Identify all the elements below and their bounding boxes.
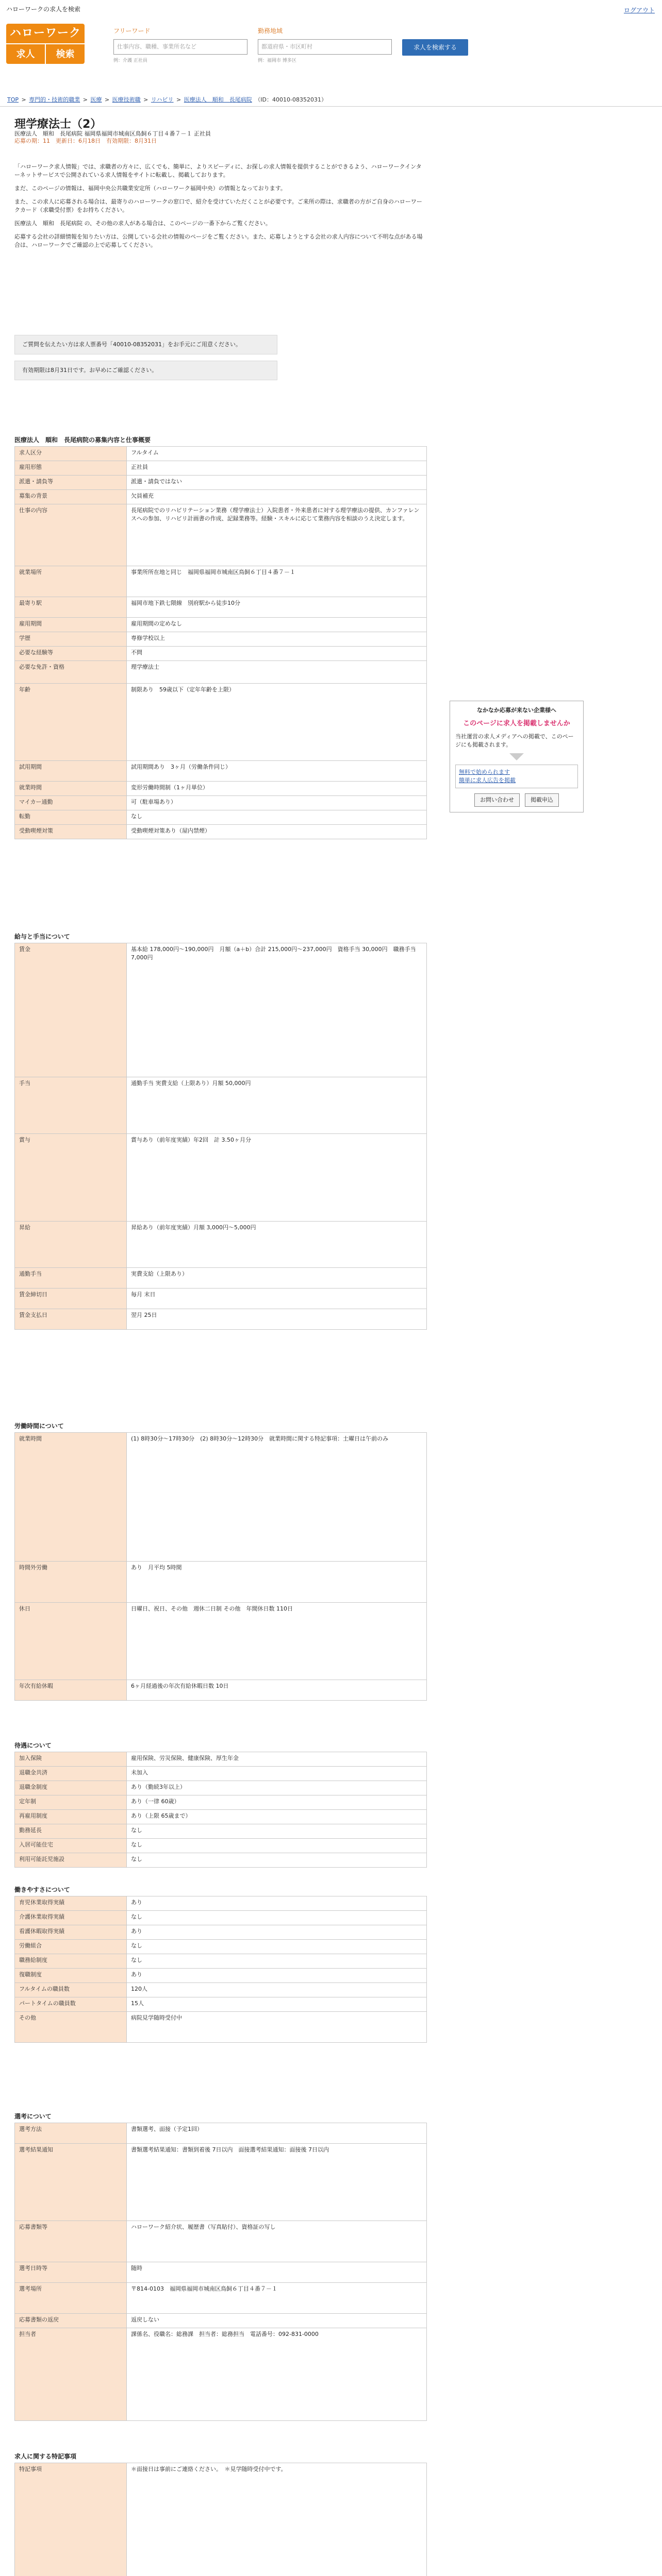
row-value: 欠員補充 [127,490,427,504]
table-row [15,1853,427,1868]
table-row [15,2283,427,2314]
site-title: ハローワークの求人を検索 [6,6,81,13]
insurance-table [14,1752,427,1868]
area-hint: 例：福岡市 博多区 [258,58,296,63]
table-row [15,796,427,810]
row-value: 実費支給（上限あり） [127,1268,427,1289]
meta-line: 応募の期：11 更新日：6月18日 有効期限：8月31日 [14,138,157,144]
row-value: 病院見学随時受付中 [127,2012,427,2043]
row-label: 利用可能託児施設 [15,1853,127,1868]
row-label: 手当 [15,1077,127,1134]
notes-table-wrap [14,2463,427,2576]
row-value: 120人 [127,1983,427,1997]
row-value: 理学療法士 [127,661,427,684]
row-label: 賃金 [15,943,127,1077]
row-label: 介護休業取得実績 [15,1911,127,1925]
section-title-wage: 給与と手当について [14,933,70,940]
intro-paragraph: まだ、このページの情報は、福岡中央公共職業安定所（ハローワーク福岡中央）の情報となっております。 [14,184,286,192]
workstyle-table [14,1896,427,2043]
intro-paragraph: 応募する会社の詳細情報を知りたい方は、公開している会社の情報のページをご覧ください。また、応募しようとする会社の求人内容について不明な点がある場合は、ハローワークでご確認の上で応募してください。 [14,233,423,248]
table-row [15,2328,427,2421]
row-label: 職務給制度 [15,1954,127,1969]
table-row [15,476,427,490]
section-title-notes: 求人に関する特記事項 [14,2453,77,2460]
table-row [15,1824,427,1839]
row-label: 選考方法 [15,2123,127,2144]
org-line: 医療法人 順和 長尾病院 福岡県福岡市城南区鳥飼６丁目４番７－１ 正社員 [14,130,211,137]
row-label: 退職金共済 [15,1767,127,1781]
side-panel [450,701,584,812]
row-value: ハローワーク紹介状、履歴書（写真貼付）、資格証の写し [127,2221,427,2262]
table-row [15,447,427,461]
hours-table-wrap [14,1432,427,1701]
insurance-table-wrap [14,1752,427,1868]
top-bar [0,0,662,18]
side-cta-title: このページに求人を掲載しませんか [463,719,570,727]
side-link[interactable]: 簡単に求人広告を掲載 [459,777,516,784]
row-label: 復職制度 [15,1969,127,1983]
keyword-input[interactable]: 仕事内容、職種、事業所名など [113,39,247,55]
row-label: 就業時間 [15,1433,127,1562]
apply-listing-button[interactable]: 掲載申込 [525,793,559,807]
row-value: あり [127,1925,427,1940]
row-value: 通勤手当 実費支給（上限あり）月額 50,000円 [127,1077,427,1134]
row-value: なし [127,1954,427,1969]
row-label: 選考場所 [15,2283,127,2314]
row-value: 日曜日、祝日、その他 週休二日制 その他 年間休日数 110日 [127,1603,427,1680]
row-value: あり [127,1896,427,1911]
row-label: 応募書類の返戻 [15,2314,127,2328]
row-value: 試用期間あり 3ヶ月（労働条件同じ） [127,761,427,782]
row-label: 派遣・請負等 [15,476,127,490]
row-value: 毎月 末日 [127,1289,427,1309]
table-row [15,647,427,661]
row-label: 時間外労働 [15,1562,127,1603]
row-label: 通勤手当 [15,1268,127,1289]
table-row [15,2123,427,2144]
row-label: 年齢 [15,684,127,761]
row-value: 書類選考、面接（予定1回） [127,2123,427,2144]
section-title-workstyle: 働きやすさについて [14,1886,70,1893]
table-row [15,2144,427,2221]
contact-button[interactable]: お問い合わせ [474,793,520,807]
area-label: 勤務地域 [258,27,283,35]
row-value: 長尾病院でのリハビリテーション業務（理学療法士）入院患者・外来患者に対する理学療法の提供、カンファレンスへの参加、リハビリ計画書の作成、記録業務等。経験・スキルに応じて業務内容を相談のうえ決定します。 [127,504,427,566]
row-label: 最寄り駅 [15,597,127,618]
row-value: 受動喫煙対策あり（屋内禁煙） [127,825,427,839]
row-label: 選考結果通知 [15,2144,127,2221]
table-row [15,618,427,632]
row-label: 募集の背景 [15,490,127,504]
table-row [15,1309,427,1330]
row-label: 加入保険 [15,1752,127,1767]
row-value: なし [127,1911,427,1925]
row-label: パートタイムの職員数 [15,1997,127,2012]
table-row [15,1268,427,1289]
table-row [15,1603,427,1680]
row-value: あり（上限 65歳まで） [127,1810,427,1824]
row-label: 定年制 [15,1795,127,1810]
table-row [15,1134,427,1222]
notice-box: ご質問を伝えたい方は求人票番号「40010-08352031」をお手元にご用意ください。 [14,335,277,354]
table-row [15,1680,427,1701]
row-label: 転勤 [15,810,127,825]
table-row [15,1940,427,1954]
table-row [15,1997,427,2012]
section-title-hours: 労働時間について [14,1422,64,1430]
table-row [15,1289,427,1309]
table-row [15,1810,427,1824]
row-value: 〒814-0103 福岡県福岡市城南区鳥飼６丁目４番７－１ [127,2283,427,2314]
row-value: 派遣・請負ではない [127,476,427,490]
table-row [15,661,427,684]
overview-table-wrap [14,446,427,839]
intro-text [14,163,427,255]
row-value: 事業所所在地と同じ 福岡県福岡市城南区鳥飼６丁目４番７－１ [127,566,427,597]
page-title: 理学療法士（2） [14,118,102,131]
breadcrumb-item[interactable]: 医療 [90,96,102,103]
breadcrumb-item[interactable]: リハビリ [151,96,174,103]
breadcrumb-item[interactable]: TOP [7,96,19,103]
table-row [15,490,427,504]
table-row [15,1752,427,1767]
row-value: (1) 8時30分〜17時30分 (2) 8時30分〜12時30分 就業時間に関する特記事項：土曜日は午前のみ [127,1433,427,1562]
side-link-box [455,765,578,788]
table-row [15,825,427,839]
row-label: フルタイムの職員数 [15,1983,127,1997]
section-title-overview: 医療法人 順和 長尾病院の募集内容と仕事概要 [14,436,151,444]
hours-table [14,1432,427,1701]
row-label: 退職金制度 [15,1781,127,1795]
row-label: 雇用期間 [15,618,127,632]
row-value: 随時 [127,2262,427,2283]
table-row [15,943,427,1077]
search-button[interactable]: 求人を検索する [402,39,468,56]
selection-table-wrap [14,2123,427,2421]
site-logo[interactable] [6,24,85,65]
row-value: なし [127,1839,427,1853]
table-row [15,1767,427,1781]
row-label: 特記事項 [15,2463,127,2576]
logo-line2a: 求人 [6,44,45,64]
table-row [15,1839,427,1853]
table-row [15,684,427,761]
area-input[interactable]: 都道府県・市区町村 [258,39,392,55]
table-row [15,1781,427,1795]
row-label: 入居可能住宅 [15,1839,127,1853]
table-row [15,566,427,597]
table-row [15,1562,427,1603]
breadcrumb: TOP > 専門的・技術的職業 > 医療 > 医療技術職 > リハビリ > 医療法人 順和 長尾病院 （ID：40010-08352031） [7,96,327,103]
wage-table [14,943,427,1330]
selection-table [14,2123,427,2421]
breadcrumb-item[interactable]: 医療法人 順和 長尾病院 [184,96,252,103]
workstyle-table-wrap [14,1896,427,2043]
table-row [15,1925,427,1940]
row-label: 試用期間 [15,761,127,782]
row-label: 賃金締切日 [15,1289,127,1309]
row-label: 育児休業取得実績 [15,1896,127,1911]
table-row [15,504,427,566]
side-heading: なかなか応募が来ない企業様へ [477,707,556,714]
section-title-insurance: 待遇について [14,1742,52,1749]
row-value: あり（一律 60歳） [127,1795,427,1810]
row-label: 受動喫煙対策 [15,825,127,839]
table-row [15,1911,427,1925]
table-row [15,761,427,782]
keyword-hint: 例：介護 正社員 [113,58,147,63]
row-value: 翌月 25日 [127,1309,427,1330]
row-value: なし [127,1940,427,1954]
row-label: 就業時間 [15,782,127,796]
intro-paragraph: 医療法人 順和 長尾病院 の、その他の求人がある場合は、このページの一番下からご覧ください。 [14,219,271,227]
down-arrow-icon [509,753,524,760]
row-label: 選考日時等 [15,2262,127,2283]
row-label: 必要な免許・資格 [15,661,127,684]
row-label: 勤務延長 [15,1824,127,1839]
row-label: 雇用形態 [15,461,127,476]
row-value: あり [127,1969,427,1983]
intro-paragraph: また、この求人に応募される場合は、最寄りのハローワークの窓口で、紹介を受けていただくことが必要です。ご来所の際は、求職者の方がご自身のハローワークカード（求職受付票）をお持ちください。 [14,198,422,213]
row-value: 不問 [127,647,427,661]
table-row [15,632,427,647]
notice-box: 有効期限は8月31日です。お早めにご確認ください。 [14,361,277,380]
row-label: 昇給 [15,1222,127,1268]
row-value: 課係名、役職名：総務課 担当者：総務担当 電話番号：092-831-0000 [127,2328,427,2421]
table-row [15,1433,427,1562]
table-row [15,2221,427,2262]
notes-table [14,2463,427,2576]
row-label: 必要な経験等 [15,647,127,661]
row-label: 労働組合 [15,1940,127,1954]
row-value: 賞与あり（前年度実績）年2回 計 3.50ヶ月分 [127,1134,427,1222]
table-row [15,810,427,825]
logout-link[interactable]: ログアウト [623,7,655,14]
row-value: 昇給あり（前年度実績）月額 3,000円〜5,000円 [127,1222,427,1268]
table-row [15,2012,427,2043]
row-label: 賞与 [15,1134,127,1222]
table-row [15,1954,427,1969]
row-value: ＊面接日は事前にご連絡ください。 ＊見学随時受付中です。 [127,2463,427,2576]
row-value: あり 月平均 5時間 [127,1562,427,1603]
row-label: 応募書類等 [15,2221,127,2262]
row-label: その他 [15,2012,127,2043]
row-value: 専修学校以上 [127,632,427,647]
row-value: なし [127,1853,427,1868]
breadcrumb-tail: （ID：40010-08352031） [255,96,327,103]
row-label: 年次有給休暇 [15,1680,127,1701]
row-value: 6ヶ月経過後の年次有給休暇日数 10日 [127,1680,427,1701]
row-value: フルタイム [127,447,427,461]
row-value: 雇用保険、労災保険、健康保険、厚生年金 [127,1752,427,1767]
breadcrumb-item[interactable]: 医療技術職 [112,96,141,103]
row-value: あり（勤続3年以上） [127,1781,427,1795]
table-row [15,2314,427,2328]
header [0,24,662,80]
intro-paragraph: 「ハローワーク求人情報」では、求職者の方々に、広くでも、簡単に、よりスピーディに、お探しの求人情報を提供することができるよう、ハローワークインターネットサービスで公開されている求人情報をサイトに転載し、掲載しております。 [14,163,422,178]
row-value: 15人 [127,1997,427,2012]
row-value: 未加入 [127,1767,427,1781]
wage-table-wrap [14,943,427,1330]
divider [0,106,662,107]
row-label: 求人区分 [15,447,127,461]
keyword-label: フリーワード [113,27,151,35]
row-value: 可（駐車場あり） [127,796,427,810]
row-label: 担当者 [15,2328,127,2421]
row-label: 賃金支払日 [15,1309,127,1330]
table-row [15,2463,427,2576]
table-row [15,597,427,618]
row-value: 書類選考結果通知：書類到着後 7日以内 面接選考結果通知：面接後 7日以内 [127,2144,427,2221]
table-row [15,1077,427,1134]
table-row [15,2262,427,2283]
overview-table [14,446,427,839]
row-value: なし [127,1824,427,1839]
table-row [15,1983,427,1997]
row-label: 再雇用制度 [15,1810,127,1824]
breadcrumb-item[interactable]: 専門的・技術的職業 [29,96,80,103]
logo-line2b: 検索 [46,44,85,64]
row-value: 基本給 178,000円〜190,000円 月額（a＋b）合計 215,000円〜237,000円 資格手当 30,000円 職務手当 7,000円 [127,943,427,1077]
row-label: 休日 [15,1603,127,1680]
table-row [15,1222,427,1268]
row-label: 看護休暇取得実績 [15,1925,127,1940]
row-label: マイカー通勤 [15,796,127,810]
section-title-selection: 選考について [14,2113,52,2120]
row-value: 返戻しない [127,2314,427,2328]
table-row [15,461,427,476]
row-value: なし [127,810,427,825]
logo-line1: ハローワーク [6,24,85,43]
table-row [15,782,427,796]
row-label: 仕事の内容 [15,504,127,566]
side-link[interactable]: 無料で始められます [459,769,510,776]
side-description: 当社運営の求人メディアへの掲載で、このページにも掲載されます。 [455,733,574,749]
row-value: 制限あり 59歳以下（定年年齢を上限） [127,684,427,761]
table-row [15,1896,427,1911]
row-value: 福岡市地下鉄七隈線 別府駅から徒歩10分 [127,597,427,618]
row-value: 正社員 [127,461,427,476]
table-row [15,1969,427,1983]
row-value: 雇用期間の定めなし [127,618,427,632]
table-row [15,1795,427,1810]
row-label: 就業場所 [15,566,127,597]
row-value: 変形労働時間制（1ヶ月単位） [127,782,427,796]
row-label: 学歴 [15,632,127,647]
